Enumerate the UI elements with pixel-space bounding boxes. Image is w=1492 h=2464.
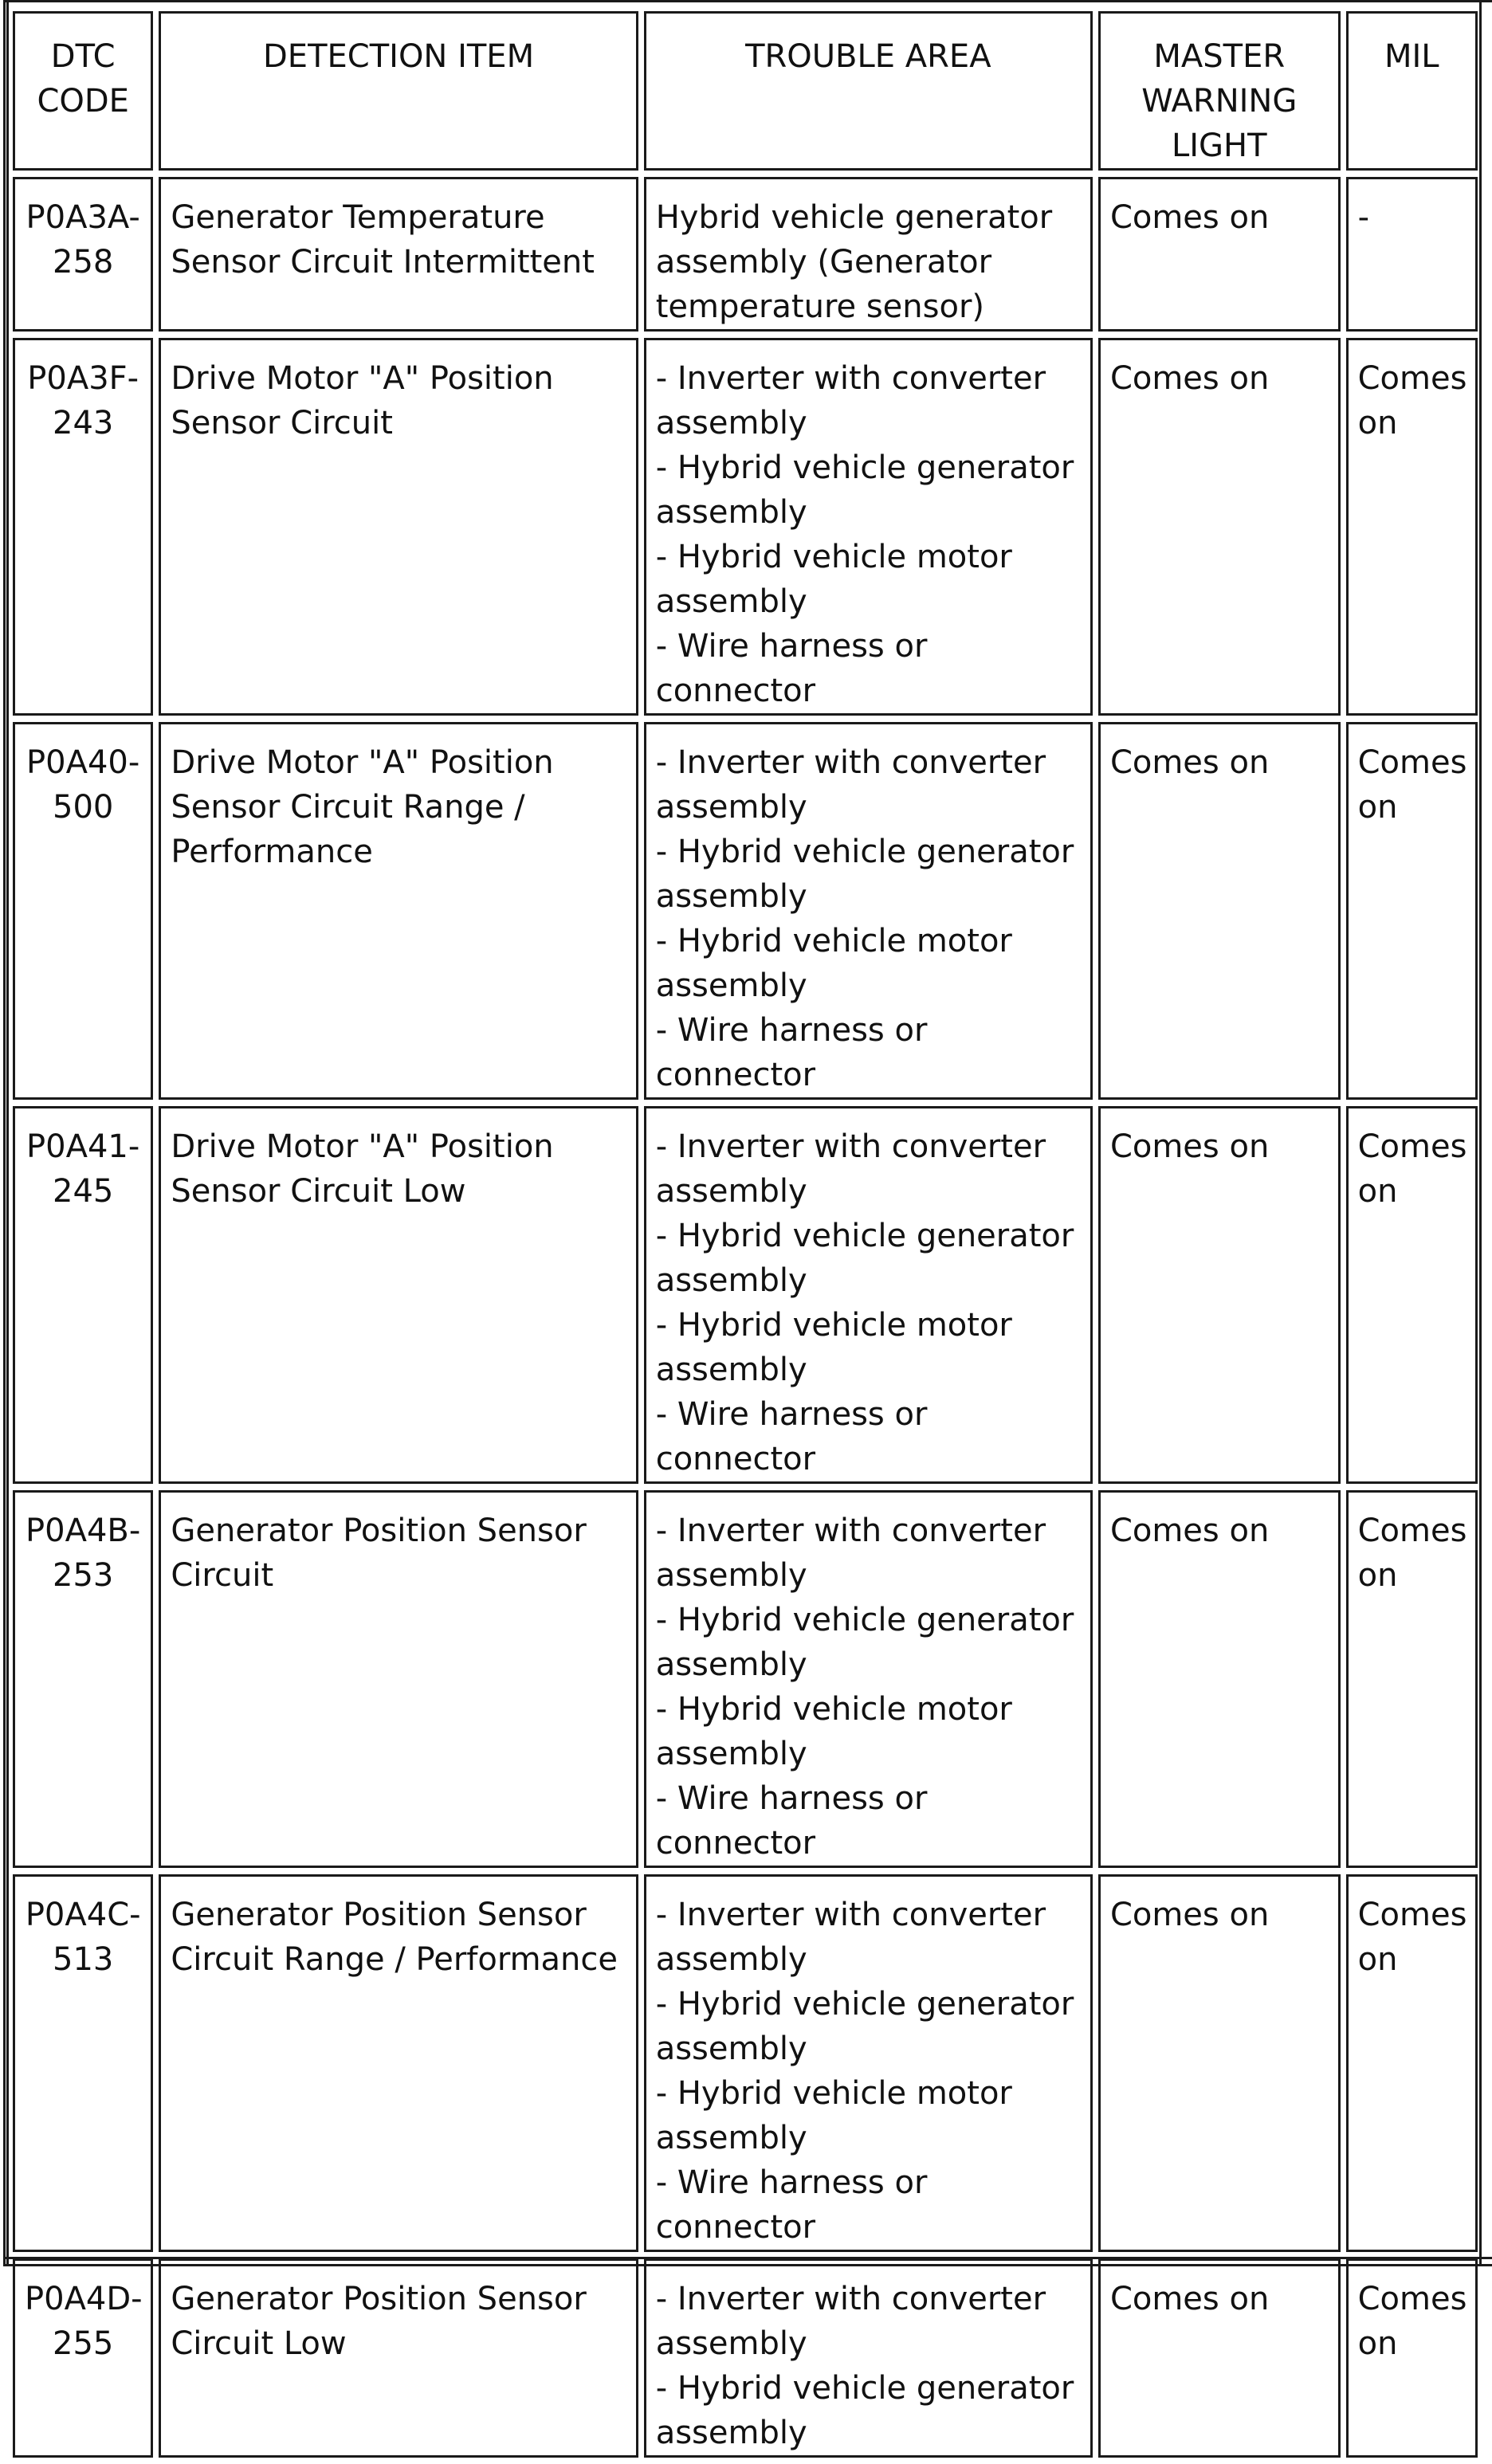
trouble-area-cell-line: - Inverter with converter [655,1128,1046,1165]
mil-cell-line: Comes [1357,1513,1467,1549]
master-warning-cell-text: Comes on [1109,360,1270,397]
mil-cell-line: Comes [1357,1128,1467,1165]
trouble-area-cell-line: temperature sensor) [655,288,985,325]
dtc-code-cell [13,2258,153,2458]
trouble-area-cell-line: - Wire harness or connector [655,628,928,709]
trouble-area-cell-line: - Hybrid vehicle motor [655,2075,1012,2112]
detection-item-cell-line: Sensor Circuit Intermittent [171,244,595,281]
trouble-area-cell [644,1490,1093,1868]
trouble-area-cell-line: - Hybrid vehicle generator [655,2370,1074,2407]
detection-item-cell [159,177,638,332]
trouble-area-cell-line: Hybrid vehicle generator [655,199,1053,236]
detection-item-cell [159,1106,638,1484]
trouble-area-cell [644,338,1093,716]
detection-item-cell [159,2258,638,2458]
trouble-area-cell [644,1874,1093,2252]
trouble-area-cell-line: - Hybrid vehicle motor [655,923,1012,959]
mil-cell [1346,338,1478,716]
detection-item-cell [159,1874,638,2252]
header-text: DETECTION ITEM [263,38,535,75]
mil-cell-line: on [1357,2325,1398,2362]
trouble-area-cell-line: assembly (Generator [655,244,992,281]
master-warning-cell [1098,722,1341,1100]
trouble-area-cell [644,1106,1093,1484]
trouble-area-cell-line: assembly [655,1736,807,1772]
trouble-area-cell-line: - Hybrid vehicle motor [655,539,1012,575]
master-warning-cell-text: Comes on [1109,199,1270,236]
trouble-area-cell-line: - Hybrid vehicle motor [655,1307,1012,1344]
trouble-area-cell-line: assembly [655,405,807,441]
master-warning-cell [1098,177,1341,332]
trouble-area-cell-line: assembly [655,2030,807,2067]
table-row [13,177,1478,332]
trouble-area-cell-line: - Wire harness or connector [655,1780,928,1862]
header-text: LIGHT [1171,128,1267,164]
dtc-code-cell-line: P0A3A- [26,199,140,236]
detection-item-cell-line: Circuit Low [171,2325,347,2362]
detection-item-cell-line: Drive Motor "A" Position [171,1128,554,1165]
table-body [13,177,1478,2458]
header-mil [1346,11,1478,171]
mil-cell-line: - [1357,199,1370,236]
trouble-area-cell-line: assembly [655,1557,807,1594]
trouble-area-cell-line: - Wire harness or connector [655,1396,928,1477]
detection-item-cell-line: Generator Position Sensor [171,1897,587,1933]
mil-cell [1346,722,1478,1100]
trouble-area-cell-line: assembly [655,789,807,826]
dtc-code-cell [13,177,153,332]
trouble-area-cell-line: assembly [655,2325,807,2362]
mil-cell [1346,1106,1478,1484]
table-header-row [13,11,1478,171]
trouble-area-cell-line: - Inverter with converter [655,1513,1046,1549]
detection-item-cell [159,722,638,1100]
trouble-area-cell-line: assembly [655,1173,807,1210]
header-detection-item [159,11,638,171]
dtc-code-cell [13,338,153,716]
dtc-code-cell-line: P0A3F- [27,360,139,397]
mil-cell [1346,2258,1478,2458]
table-row [13,338,1478,716]
detection-item-cell-line: Generator Temperature [171,199,545,236]
mil-cell-line: on [1357,789,1398,826]
header-text: CODE [37,83,129,120]
dtc-code-cell [13,722,153,1100]
header-text: TROUBLE AREA [745,38,991,75]
dtc-code-cell-line: 245 [53,1173,114,1210]
trouble-area-cell-line: - Hybrid vehicle generator [655,449,1074,486]
detection-item-cell-line: Drive Motor "A" Position [171,360,554,397]
mil-cell [1346,1874,1478,2252]
mil-cell [1346,177,1478,332]
trouble-area-cell-line: assembly [655,2120,807,2156]
master-warning-cell-text: Comes on [1109,1128,1270,1165]
header-text: DTC [50,38,116,75]
dtc-code-cell [13,1490,153,1868]
mil-cell-line: Comes [1357,1897,1467,1933]
detection-item-cell [159,338,638,716]
dtc-code-cell-line: 253 [53,1557,114,1594]
dtc-code-cell-line: 500 [53,789,114,826]
table-row [13,1874,1478,2252]
detection-item-cell-line: Performance [171,834,373,870]
dtc-code-cell-line: P0A41- [26,1128,140,1165]
trouble-area-cell-line: assembly [655,1352,807,1388]
dtc-code-cell-line: 255 [53,2325,114,2362]
trouble-area-cell-line: - Hybrid vehicle motor [655,1691,1012,1728]
master-warning-cell [1098,1874,1341,2252]
trouble-area-cell-line: - Inverter with converter [655,360,1046,397]
trouble-area-cell-line: - Wire harness or connector [655,1012,928,1093]
detection-item-cell [159,1490,638,1868]
trouble-area-cell [644,722,1093,1100]
dtc-code-cell [13,1106,153,1484]
header-dtc-code [13,11,153,171]
trouble-area-cell-line: - Inverter with converter [655,1897,1046,1933]
trouble-area-cell-line: assembly [655,967,807,1004]
dtc-code-cell-line: 513 [53,1941,114,1978]
trouble-area-cell-line: - Hybrid vehicle generator [655,1602,1074,1638]
trouble-area-cell-line: - Inverter with converter [655,2281,1046,2317]
detection-item-cell-line: Drive Motor "A" Position [171,744,554,781]
dtc-table [7,5,1483,2464]
dtc-code-cell-line: P0A4B- [26,1513,141,1549]
detection-item-cell-line: Circuit [171,1557,274,1594]
trouble-area-cell-line: assembly [655,1941,807,1978]
detection-item-cell-line: Generator Position Sensor [171,1513,587,1549]
master-warning-cell-text: Comes on [1109,1897,1270,1933]
detection-item-cell-line: Sensor Circuit [171,405,393,441]
mil-cell-line: Comes [1357,744,1467,781]
header-text: MASTER [1153,38,1286,75]
dtc-code-cell-line: 258 [53,244,114,281]
mil-cell [1346,1490,1478,1868]
trouble-area-cell-line: - Hybrid vehicle generator [655,1986,1074,2023]
master-warning-cell [1098,338,1341,716]
master-warning-cell-text: Comes on [1109,1513,1270,1549]
mil-cell-line: Comes [1357,2281,1467,2317]
dtc-code-cell-line: 243 [53,405,114,441]
trouble-area-cell-line: assembly [655,1262,807,1299]
trouble-area-cell-line: - Hybrid vehicle generator [655,834,1074,870]
header-master-warning-light [1098,11,1341,171]
trouble-area-cell-line: - Inverter with converter [655,744,1046,781]
header-trouble-area [644,11,1093,171]
trouble-area-cell-line: assembly [655,878,807,915]
trouble-area-cell-line: assembly [655,583,807,620]
trouble-area-cell-line: assembly [655,1646,807,1683]
detection-item-cell-line: Circuit Range / Performance [171,1941,618,1978]
trouble-area-cell-line: assembly [655,2415,807,2451]
trouble-area-cell-line: - Hybrid vehicle generator [655,1218,1074,1254]
header-text: MIL [1384,38,1439,75]
header-text: WARNING [1141,83,1298,120]
mil-cell-line: Comes [1357,360,1467,397]
master-warning-cell [1098,2258,1341,2458]
mil-cell-line: on [1357,1557,1398,1594]
dtc-code-cell-line: P0A40- [26,744,140,781]
master-warning-cell-text: Comes on [1109,744,1270,781]
dtc-code-cell [13,1874,153,2252]
table-row [13,1490,1478,1868]
trouble-area-cell-line: assembly [655,494,807,531]
dtc-code-cell-line: P0A4D- [25,2281,143,2317]
detection-item-cell-line: Sensor Circuit Low [171,1173,466,1210]
trouble-area-cell [644,2258,1093,2458]
trouble-area-cell-line: - Wire harness or connector [655,2164,928,2246]
table-row [13,722,1478,1100]
master-warning-cell [1098,1490,1341,1868]
detection-item-cell-line: Generator Position Sensor [171,2281,587,2317]
master-warning-cell [1098,1106,1341,1484]
detection-item-cell-line: Sensor Circuit Range / [171,789,525,826]
table-row [13,1106,1478,1484]
mil-cell-line: on [1357,1941,1398,1978]
dtc-code-cell-line: P0A4C- [25,1897,141,1933]
mil-cell-line: on [1357,405,1398,441]
mil-cell-line: on [1357,1173,1398,1210]
table-row [13,2258,1478,2458]
master-warning-cell-text: Comes on [1109,2281,1270,2317]
trouble-area-cell [644,177,1093,332]
